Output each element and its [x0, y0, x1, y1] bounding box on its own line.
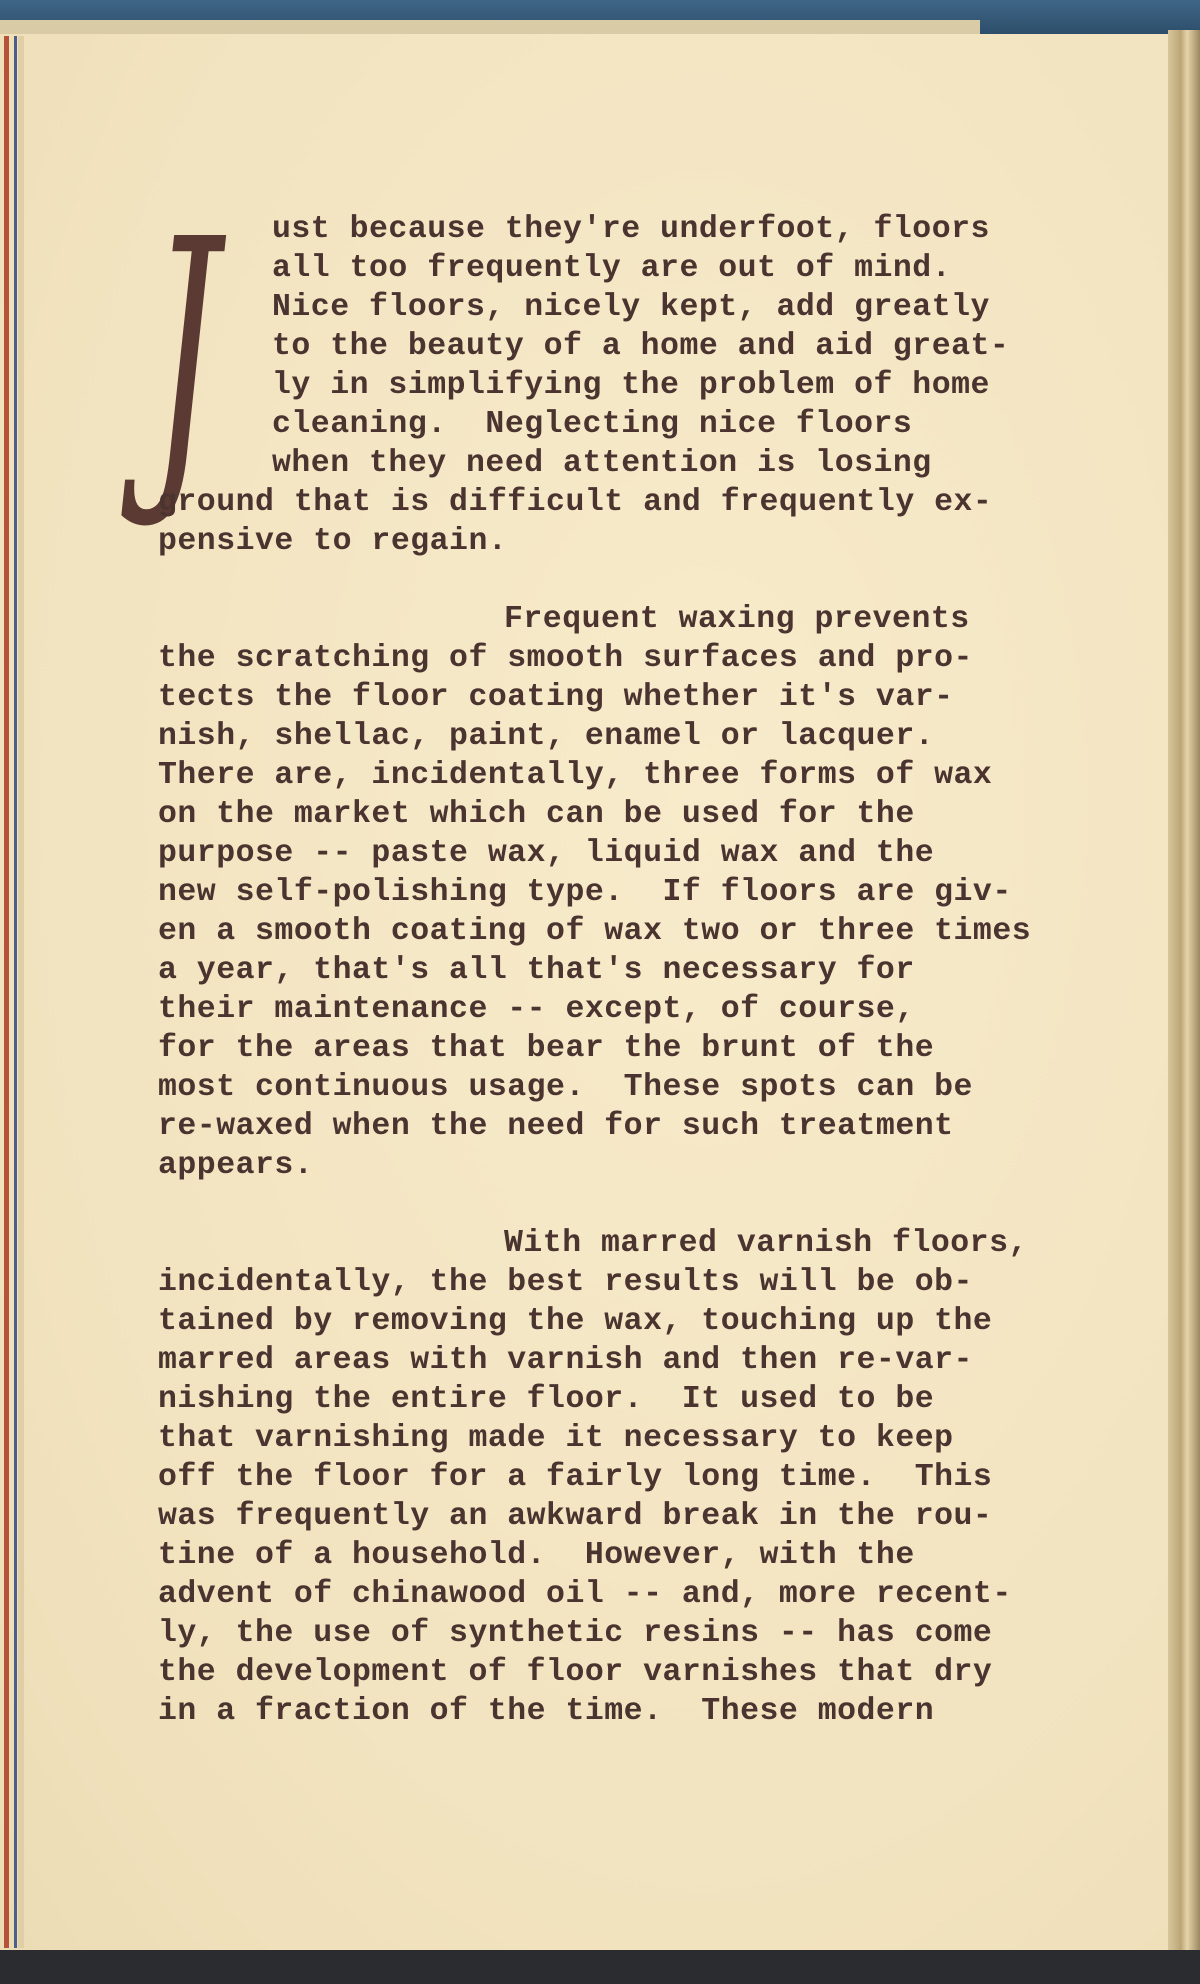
text-line: Nice floors, nicely kept, add greatly — [272, 290, 990, 325]
page-edge-right — [1168, 30, 1200, 1954]
text-line: new self-polishing type. If floors are giv- — [158, 875, 1012, 910]
text-line: most continuous usage. These spots can be — [158, 1070, 973, 1105]
drop-cap: J — [150, 174, 219, 535]
body-text — [158, 210, 1058, 1731]
text-line: all too frequently are out of mind. — [272, 251, 952, 286]
text-line: Frequent waxing prevents — [504, 602, 970, 637]
text-line: that varnishing made it necessary to keep — [158, 1421, 954, 1456]
text-line: appears. — [158, 1148, 314, 1183]
text-line: ground that is difficult and frequently ex- — [158, 485, 993, 520]
text-line: tects the floor coating whether it's var- — [158, 680, 954, 715]
text-line: marred areas with varnish and then re-var- — [158, 1343, 973, 1378]
text-line: nish, shellac, paint, enamel or lacquer. — [158, 719, 935, 754]
text-line: the development of floor varnishes that dry — [158, 1655, 993, 1690]
binding-strip-blue — [14, 36, 17, 1948]
text-line: incidentally, the best results will be ob- — [158, 1265, 973, 1300]
text-line: nishing the entire floor. It used to be — [158, 1382, 935, 1417]
text-line: when they need attention is losing — [272, 446, 932, 481]
text-line: their maintenance -- except, of course, — [158, 992, 915, 1027]
text-line: advent of chinawood oil -- and, more recent- — [158, 1577, 1012, 1612]
text-line: cleaning. Neglecting nice floors — [272, 407, 913, 442]
binding-strip-cream — [18, 36, 24, 1948]
text-line: the scratching of smooth surfaces and pro- — [158, 641, 973, 676]
text-line: off the floor for a fairly long time. This — [158, 1460, 993, 1495]
paragraph — [158, 600, 1058, 1185]
text-line: pensive to regain. — [158, 524, 508, 559]
text-line: on the market which can be used for the — [158, 797, 915, 832]
text-line: With marred varnish floors, — [504, 1226, 1028, 1261]
paragraph — [158, 1224, 1058, 1731]
text-line: tine of a household. However, with the — [158, 1538, 915, 1573]
text-line: in a fraction of the time. These modern — [158, 1694, 935, 1729]
text-line: for the areas that bear the brunt of the — [158, 1031, 935, 1066]
text-line: There are, incidentally, three forms of wax — [158, 758, 993, 793]
text-line: ly in simplifying the problem of home — [272, 368, 990, 403]
binding-strip-red — [4, 36, 9, 1948]
paragraph-gap — [158, 561, 1058, 600]
text-line: ust because they're underfoot, floors — [272, 212, 990, 247]
paragraph-gap — [158, 1185, 1058, 1224]
paragraph — [158, 210, 1058, 561]
text-line: to the beauty of a home and aid great- — [272, 329, 1010, 364]
text-line: was frequently an awkward break in the rou- — [158, 1499, 993, 1534]
text-line: re-waxed when the need for such treatment — [158, 1109, 954, 1144]
text-line: en a smooth coating of wax two or three times — [158, 914, 1032, 949]
book-cover-bottom — [0, 1950, 1200, 1984]
text-line: purpose -- paste wax, liquid wax and the — [158, 836, 935, 871]
text-line: tained by removing the wax, touching up the — [158, 1304, 993, 1339]
text-line: a year, that's all that's necessary for — [158, 953, 915, 988]
text-line: ly, the use of synthetic resins -- has come — [158, 1616, 993, 1651]
